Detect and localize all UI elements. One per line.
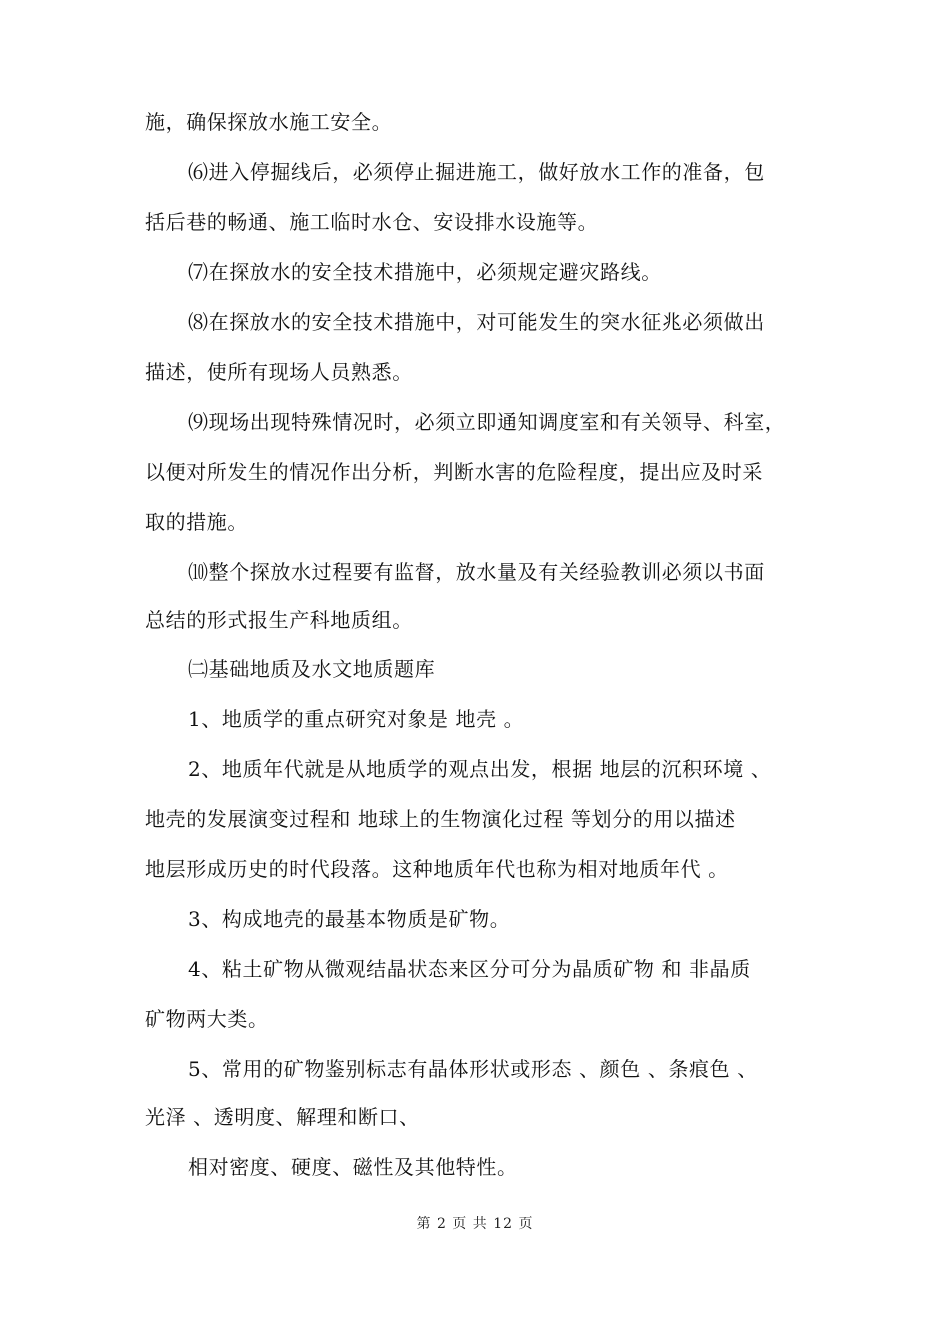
paragraph-line: 括后巷的畅通、施工临时水仓、安设排水设施等。 [145, 210, 599, 234]
question-line: 相对密度、硬度、磁性及其他特性。 [188, 1155, 518, 1179]
paragraph-line: 以便对所发生的情况作出分析，判断水害的危险程度，提出应及时采 [145, 460, 763, 484]
question-line: 5、常用的矿物鉴别标志有晶体形状或形态 、颜色 、条痕色 、 [188, 1057, 758, 1081]
paragraph-line: ⑺在探放水的安全技术措施中，必须规定避灾路线。 [188, 260, 662, 284]
question-line: 4、粘土矿物从微观结晶状态来区分可分为晶质矿物 和 非晶质 [188, 957, 751, 981]
paragraph-line: 取的措施。 [145, 510, 248, 534]
question-line: 光泽 、透明度、解理和断口、 [145, 1105, 420, 1129]
question-line: 地层形成历史的时代段落。这种地质年代也称为相对地质年代 。 [145, 857, 729, 881]
question-line: 地壳的发展演变过程和 地球上的生物演化过程 等划分的用以描述 [145, 807, 736, 831]
page-number-footer: 第 2 页 共 12 页 [416, 1216, 534, 1232]
paragraph-line: ⑽整个探放水过程要有监督，放水量及有关经验教训必须以书面 [188, 560, 765, 584]
question-line: 3、构成地壳的最基本物质是矿物。 [188, 907, 511, 931]
paragraph-line: 总结的形式报生产科地质组。 [145, 608, 413, 632]
section-heading: ㈡基础地质及水文地质题库 [188, 657, 436, 681]
paragraph-line: ⑹进入停掘线后，必须停止掘进施工，做好放水工作的准备，包 [188, 160, 765, 184]
paragraph-line: 描述，使所有现场人员熟悉。 [145, 360, 413, 384]
question-line: 1、地质学的重点研究对象是 地壳 。 [188, 707, 525, 731]
paragraph-line: ⑼现场出现特殊情况时，必须立即通知调度室和有关领导、科室， [188, 410, 786, 434]
question-line: 矿物两大类。 [145, 1007, 269, 1031]
paragraph-line: ⑻在探放水的安全技术措施中，对可能发生的突水征兆必须做出 [188, 310, 765, 334]
paragraph-line: 施，确保探放水施工安全。 [145, 110, 393, 134]
question-line: 2、地质年代就是从地质学的观点出发，根据 地层的沉积环境 、 [188, 757, 772, 781]
